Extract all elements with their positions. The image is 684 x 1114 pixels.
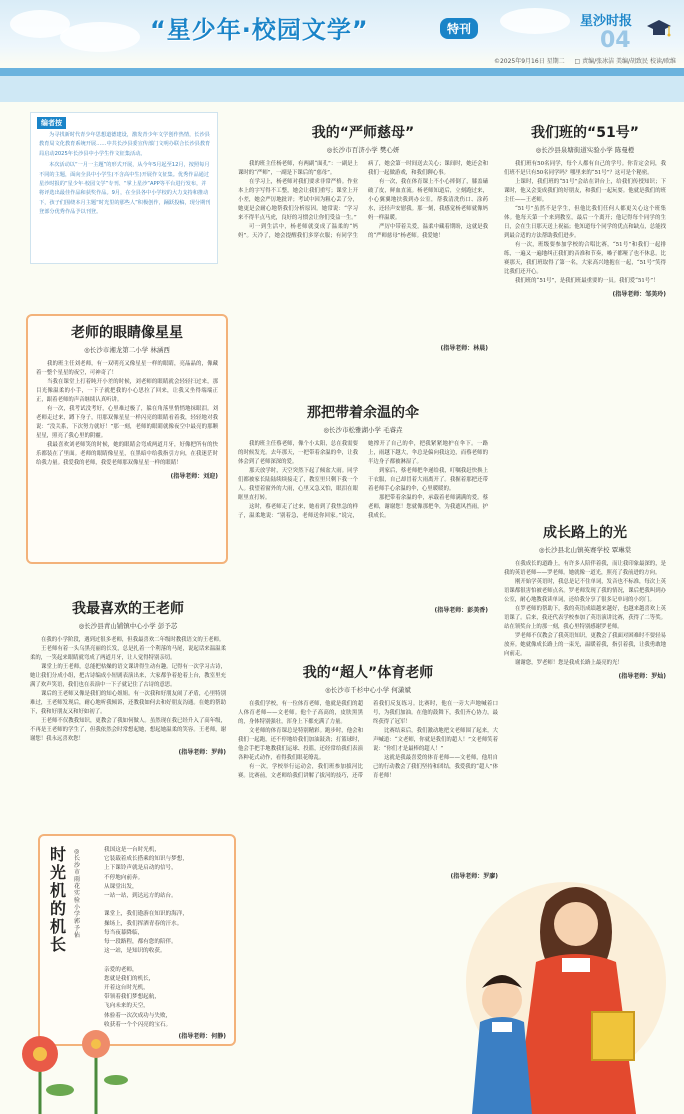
article-title: 成长路上的光 — [543, 525, 627, 541]
article-author: ◎长沙县青山铺镇中心小学 彭予芯 — [78, 622, 178, 630]
page-number: 04 — [600, 28, 631, 53]
issue-date: ©2025年9月16日 星期二 — [493, 58, 565, 65]
article-paragraph: 在我的小学阶段，遇到过很多老师，但我最喜欢二年级时教我语文的王老师。 — [41, 637, 225, 643]
article-author: ◎长沙市松雅湖小学 毛睿垚 — [323, 426, 403, 434]
poem-line: 操场上，我们挥洒青春的汗水。 — [104, 920, 183, 927]
article-paragraph: 课堂上的王老师，总能把枯燥的语文课讲得生动有趣。记得有一次学习古诗，她让我们分成小组，把古诗编成小短剧表演出来，大家都争着抢着上台，教室里充满了欢声笑语，我们也在表演中一下子就记住了古诗的意思。 — [30, 664, 226, 688]
article-body — [504, 560, 666, 668]
article-paragraph: 当我在课堂上打着盹开小差的时候，刘老师的眼睛就会轻轻扫过来，那目光像温柔的小手，一下子就把我的小心思拉了回来，让我又坐得端端正正，跟着老师的声音继续认真听讲。 — [36, 379, 218, 403]
poem-advisor: (指导老师：何静) — [178, 1033, 226, 1040]
poem-line: 一站一站，到达远方的站台。 — [104, 893, 177, 900]
article-paragraph: 谢谢您，罗老师！您是我成长路上最亮的光！ — [515, 660, 623, 666]
editor-note-tag: 编者按 — [37, 117, 66, 129]
article-paragraph: 罗老师不仅教会了我英语知识，更教会了我面对困难时不要轻易放弃。她就像成长路上的一束光，温暖着我，指引着我，让我勇敢地向前走。 — [504, 633, 666, 657]
poem-lines — [104, 846, 244, 1030]
poem-line: 体验着一次次成功与失败， — [104, 1012, 172, 1019]
article-paragraph: 我最喜欢刘老师笑的时候，她的眼睛会弯成两道月牙，好像把所有的快乐都装在了里面。老师的眼睛像星星，在黑暗中给我指引方向，在我迷茫时给我力量。我爱我的老师，我爱老师那双像星星一样的眼睛！ — [36, 442, 218, 466]
article-paragraph: 上课时，我们班的“51号”会站在讲台上，给我们传授知识；下课时，他又会变成我们的好朋友，和我们一起玩耍。他就是我们的班主任——王老师。 — [504, 179, 666, 203]
article-paragraph: 这就是我最喜爱的体育老师——文老师，他用自己的行动教会了我们坚持和团结，我爱我的“超人”体育老师！ — [373, 755, 498, 779]
poem-line: 课堂上，我们遨游在知识的海洋， — [104, 911, 188, 918]
article-paragraph: 我们班有50名同学，每个人都有自己的学号。你肯定会问，我们班不是只有50名同学吗？哪里来的“51号”？这可是个秘密。 — [504, 161, 666, 176]
article-paragraph: 王老师不仅教我知识，更教会了我如何做人。虽然现在我已经升入了高年级，不再是王老师的学生了，但我依然会时常想起她，想起她温柔的笑容。王老师，谢谢您！我永远喜欢您！ — [30, 718, 226, 742]
header-divider — [0, 68, 684, 76]
article-paragraph: 可一到生活中，杨老师就变成了温柔的“妈妈”。天冷了，她会提醒我们多穿衣服；有同学生病了，她会第一时间送去关心；课间时，她还会和我们一起做游戏，和我们聊心事。 — [238, 161, 488, 239]
article-umbrella — [238, 402, 488, 620]
article-body — [36, 360, 218, 468]
article-paragraph: 在罗老师的帮助下，我的英语成绩越来越好，也越来越喜欢上英语课了。后来，我还代表学校参加了英语演讲比赛，获得了二等奖。站在领奖台上的那一刻，我心里特别感谢罗老师。 — [504, 606, 666, 630]
article-paragraph: 这时，蔡老师走了过来，她看到了我焦急的样子，温柔地说：“别着急，老师送你回家。”说完，她撑开了自己的伞，把我紧紧地护在伞下。一路上，雨越下越大，伞总是偏向我这边，而蔡老师的半边身子都被淋湿了。 — [238, 441, 488, 519]
poem-line: 从课堂出发， — [104, 883, 138, 890]
article-body — [30, 636, 226, 744]
issue-editors: □ 责编/张冰洁 美编/胡致民 校读/欧维 — [574, 58, 676, 65]
article-teacher-eyes — [26, 314, 228, 564]
article-paragraph: 到家后，蔡老师把伞递给我，叮嘱我赶快换上干衣服，自己却冒着大雨离开了。我握着那把还带着老师手心余温的伞，心里暖暖的。 — [368, 468, 488, 492]
article-paragraph: 在学习上，杨老师对我们要求非常严格。作业本上的字写得不工整，她会让我们重写；课堂上开小差，她会严厉地批评；考试中因为粗心丢了分，她更是会耐心地帮我们分析原因。她常说：“学习来不得半点马虎，良好的习惯会让你们受益一生。” — [238, 179, 358, 221]
poem-line — [104, 901, 244, 910]
poem-line: 亲爱的老师， — [104, 966, 138, 973]
article-paragraph: 我们班的“51号”，是我们班最重要的一员。我们爱“51号”！ — [515, 278, 659, 284]
poem-line: 不停地向前奔。 — [104, 874, 144, 881]
article-body — [238, 700, 498, 868]
newspaper-brand: 星沙时报 — [580, 14, 633, 29]
poem-line: 您就是我们的机长， — [104, 975, 155, 982]
article-paragraph: 我的班主任刘老师，有一双明亮又像星星一样的眼睛，亮晶晶的，像藏着一整个星星的夜空，可神奇了！ — [36, 361, 218, 376]
article-paragraph: 课后的王老师又像是我们的知心姐姐。有一次我和好朋友闹了矛盾，心里特别难过，王老师发现后，耐心地听我倾诉，还教我如何去和好朋友沟通。在她的帮助下，我和好朋友又和好如初了。 — [30, 691, 226, 715]
poem-line: 我国这是一台时光机， — [104, 847, 160, 853]
poem-line: 飞向未来的天空， — [104, 1003, 149, 1010]
poem-line: 每当夜幕降临， — [104, 929, 144, 936]
issue-info-bar — [0, 56, 684, 68]
article-author: ◎长沙市千杉中心小学 何潇斌 — [325, 686, 411, 694]
poem-line: 上下课铃声就是启动的信号， — [104, 865, 177, 872]
article-paragraph: 那天放学时，天空突然下起了倾盆大雨。同学们都被家长陆陆续续接走了，教室里只剩下我一个人。我望着窗外的大雨，心里又急又怕，眼泪在眼眶里直打转。 — [238, 468, 358, 501]
article-paragraph: 有一次，我考试没考好，心里难过极了，躲在角落里悄悄地抹眼泪。刘老师走过来，蹲下身子，用那双像星星一样闪亮的眼睛看着我，轻轻地对我说：“没关系，下次努力就好！”那一刻，老师的眼睛就像夜空中最亮的那颗星星，照亮了我心里的阴霾。 — [36, 406, 218, 439]
poem-line — [104, 956, 244, 965]
masthead-title: “星少年·校园文学” — [150, 16, 369, 44]
article-advisor: (指导老师：罗灿) — [618, 673, 666, 680]
poem-line: 它装载着成长搭乘的知识与梦想， — [104, 856, 188, 863]
article-title: 我的“严师慈母” — [311, 125, 415, 141]
editor-note-paragraph: 为寻找新时代青少年思想道德建设，激发青少年文学创作热情，长沙县教育局文化教育系统开展……中共长沙县委宣传部门文明办联合长沙县教育局启动2025年长沙县中小学生作文征集活动。 — [39, 132, 211, 157]
article-strict-love — [238, 122, 488, 360]
header-band — [0, 76, 684, 102]
article-paragraph: 王老师有着一头乌黑亮丽的长发，总是扎着一个利落的马尾，说起话来温温柔柔的，一笑起来眼睛就弯成了两道月牙，让人觉得特别亲切。 — [30, 646, 226, 661]
article-author: ◎长沙市百济小学 樊心妍 — [326, 146, 400, 154]
article-title: 那把带着余温的伞 — [307, 405, 419, 421]
article-class-51 — [504, 122, 666, 482]
editor-note — [30, 112, 218, 264]
article-title: 老师的眼睛像星星 — [71, 325, 183, 341]
poem-line: 开着这台时光机， — [104, 985, 149, 992]
poem-time-machine — [38, 834, 236, 1046]
poem-line: 带领着我们梦想起航， — [104, 994, 160, 1001]
article-body — [238, 160, 488, 340]
article-body — [504, 160, 666, 286]
editor-note-text — [39, 131, 211, 220]
article-paragraph: “51号”虽然不是学生，但他比我们任何人都更关心这个班集体。他每天第一个来到教室，最后一个离开；他记得每个同学的生日，会在生日那天送上祝福；他知道每个同学的优点和缺点，总能找到最合适的方法帮助我们进步。 — [504, 206, 666, 239]
article-paragraph: 在我们学校，有一位体育老师，他就是我们的超人体育老师——文老师。他个子高高的，皮肤黑黑的，身体特别强壮，浑身上下都充满了力量。 — [238, 701, 363, 725]
article-author: ◎长沙县北山镇英赛学校 覃琳棠 — [538, 546, 632, 554]
article-body — [238, 440, 488, 602]
article-advisor: (指导老师：林晨) — [440, 345, 488, 352]
article-paragraph: 我的班主任杨老师，有两副“面孔”：一副是上课时的“严师”，一副是下课后的“慈母”。 — [238, 161, 358, 176]
poem-author: ◎长沙市雨花实验小学 郭予佑 — [74, 848, 81, 939]
article-title: 我的“超人”体育老师 — [302, 665, 434, 681]
article-teacher-wang — [30, 598, 226, 830]
article-paragraph: 比赛结束后，我们激动地把文老师围了起来，大声喊道：“文老师，你就是我们的超人！”文老师笑着说：“你们才是最棒的超人！” — [373, 728, 498, 752]
poem-line: 收获着一个个闪亮的宝石。 — [104, 1021, 172, 1028]
article-title: 我最喜欢的王老师 — [72, 601, 184, 617]
special-issue-badge: 特刊 — [440, 18, 478, 39]
article-paragraph: 刚开始学英语时，我总是记不住单词，发音也不标准，每次上英语课都很害怕被老师点名。罗老师发现了我的情况，课后把我叫到办公室，耐心地教我读单词，还给我分享了很多记单词的小窍门。 — [504, 579, 666, 603]
article-paragraph: 有一次，班级要参加学校的合唱比赛，“51号”和我们一起排练，一遍又一遍地纠正我们的音准和节奏，嗓子都哑了也不休息。比赛那天，我们班取得了第一名，大家高兴地抱在一起，“51号”笑得比我们还开心。 — [504, 242, 666, 275]
poem-line: 每一段路程，都有您的陪伴。 — [104, 939, 177, 946]
article-author: ◎长沙市湘龙第二小学 林涵西 — [84, 346, 170, 354]
poem-line: 这一站，是知识的收获。 — [104, 948, 166, 955]
article-advisor: (指导老师：罗帅) — [178, 749, 226, 756]
article-title: 我们班的“51号” — [531, 125, 639, 141]
poem-title: 时光机的机长 — [50, 845, 67, 954]
article-paragraph: 有一次，学校举行运动会，我们班参加拔河比赛。比赛前，文老师给我们讲解了拔河的技巧，还带着我们反复练习。比赛时，他在一旁大声地喊着口号，为我们加油。在他的鼓舞下，我们齐心协力，最终获得了冠军！ — [238, 701, 498, 779]
article-advisor: (指导老师：罗廖) — [450, 873, 498, 880]
teacher-student-illustration — [396, 862, 684, 1114]
article-author: ◎长沙县泉塘街道实验小学 陈曼橙 — [535, 146, 635, 154]
article-paragraph: 我的班主任蔡老师，像个小太阳，总在我需要的时候发光。去年那天，一把带着余温的伞，让我体会到了老师深深的爱。 — [238, 441, 358, 465]
article-advisor: (指导老师：彭美香) — [434, 607, 488, 614]
article-advisor: (指导老师：刘迎) — [170, 473, 218, 480]
editor-note-paragraph: 本次活动以“一月一主题”的形式开展，从今年5月起至12月，按照每月不同的主题，面向全县中小学生(不含高中生)开展作文征集。优秀作品通过星沙时报的“星少年·校园文学”专刊、“掌上星沙”APP等平台进行发布，并将评选出最佳作品和获奖作品。9月，在全县各中小学校的大力支持和推动下，孩子们围绕本月主题“时光里的那些人”积极创作，踊跃投稿，现分期刊登部分优秀作品予以刊登。 — [39, 162, 211, 216]
article-growth-light — [504, 522, 666, 838]
graduation-cap-icon — [646, 16, 672, 42]
article-pe-teacher — [238, 662, 498, 884]
article-paragraph: 文老师的体育课总是特别精彩。跑步时，他会和我们一起跑，还不停地给我们加油鼓劲；打篮球时，他会手把手地教我们运球、投篮，还经常给我们表演各种花式动作，看得我们眼花缭乱。 — [238, 728, 363, 761]
flowers-illustration — [0, 1020, 150, 1114]
article-paragraph: 有一次，我在体育课上不小心摔倒了，膝盖磕破了皮，鲜血直流。杨老师知道后，立刻跑过来，小心翼翼地扶我到办公室，帮我清洗伤口、涂药水，还轻声安慰我。那一刻，我感觉杨老师就像妈妈一样温暖。 — [368, 179, 488, 221]
article-paragraph: 在我成长的道路上，有许多人陪伴着我，而让我印象最深的，是我的英语老师——罗老师。她就像一道光，照亮了我前进的方向。 — [504, 561, 666, 576]
article-paragraph: 严厉中带着关爱，温柔中藏着期盼，这就是我的“严师慈母”杨老师。我爱她！ — [368, 224, 488, 239]
article-paragraph: 那把带着余温的伞，承载着老师满满的爱。蔡老师，谢谢您！您就像那把伞，为我遮风挡雨，护我成长。 — [368, 495, 488, 519]
article-advisor: (指导老师：邹美玲) — [612, 291, 666, 298]
